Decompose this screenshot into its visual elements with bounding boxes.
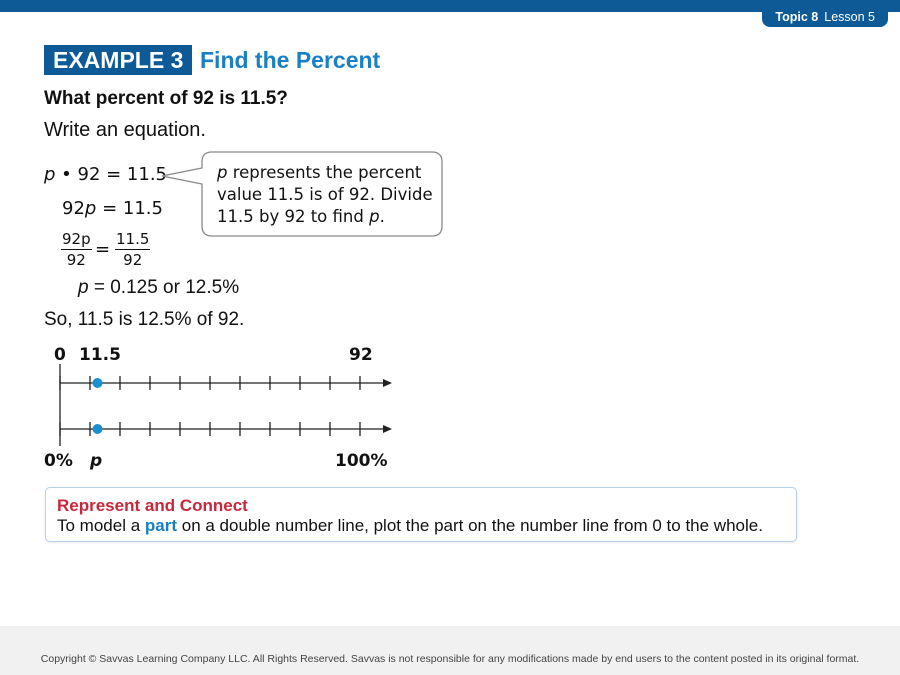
topic-lesson-tab: [762, 0, 888, 27]
example-title: Find the Percent: [200, 47, 381, 73]
conclusion-text: So, 11.5 is 12.5% of 92.: [44, 309, 245, 330]
top-number-line: [60, 376, 392, 390]
bottom-axis-arrow: [383, 425, 392, 433]
rc-body-highlight: part: [144, 516, 178, 535]
bottom-plotted-point: [93, 424, 103, 434]
result-var: p: [78, 277, 89, 298]
equation-line-1-rest: • 92 = 11.5: [55, 164, 168, 185]
fraction-right: [115, 230, 150, 269]
bottom-label-part: p: [90, 451, 103, 471]
equation-line-2-pre: 92: [62, 198, 85, 219]
copyright-text: Copyright © Savvas Learning Company LLC. All Rights Reserved. Savvas is not responsible for any modifications made by end users to the content posted in its original format.: [40, 653, 860, 665]
top-axis-arrow: [383, 379, 392, 387]
instruction-text: Write an equation.: [44, 119, 206, 141]
represent-connect-body: [57, 516, 763, 536]
equation-line-2: [62, 198, 163, 219]
bottom-label-zero: 0%: [44, 451, 73, 471]
fraction-left: [61, 230, 92, 269]
equation-line-2-var: p: [84, 198, 97, 219]
top-label-part: 11.5: [79, 345, 121, 365]
top-label-whole: 92: [349, 345, 373, 365]
callout-text: [217, 162, 441, 228]
topic-label: Topic 8: [775, 10, 819, 24]
fraction-right-numerator: 11.5: [116, 230, 150, 248]
rc-body-after: on a double number line, plot the part on the number line from 0 to the whole.: [177, 516, 763, 535]
example-label: EXAMPLE 3: [44, 45, 192, 75]
result-rest: = 0.125 or 12.5%: [88, 277, 240, 298]
equation-result: [78, 277, 239, 299]
fraction-right-denominator: 92: [123, 251, 143, 269]
double-number-line: [40, 360, 410, 450]
callout-var-2: p: [369, 207, 380, 226]
equation-line-2-rest: = 11.5: [96, 198, 163, 219]
represent-connect-box: [45, 487, 797, 542]
fraction-equals: =: [95, 239, 111, 260]
fraction-left-numerator: 92p: [62, 230, 91, 248]
equation-line-1-var: p: [44, 164, 56, 185]
question-text: What percent of 92 is 11.5?: [44, 88, 288, 109]
callout-var-1: p: [217, 163, 228, 182]
represent-connect-title: Represent and Connect: [57, 496, 248, 515]
rc-body-before: To model a: [57, 516, 145, 535]
bottom-number-line: [60, 422, 392, 436]
bottom-label-whole: 100%: [335, 451, 388, 471]
top-label-zero: 0: [54, 345, 66, 365]
top-plotted-point: [93, 378, 103, 388]
callout-body: represents the percent value 11.5 is of 92. Divide 11.5 by 92 to find: [217, 163, 433, 226]
equation-line-1: [44, 164, 167, 185]
callout-period: .: [379, 207, 385, 226]
footer: [0, 626, 900, 675]
lesson-label: Lesson 5: [824, 10, 875, 24]
fraction-left-denominator: 92: [66, 251, 86, 269]
